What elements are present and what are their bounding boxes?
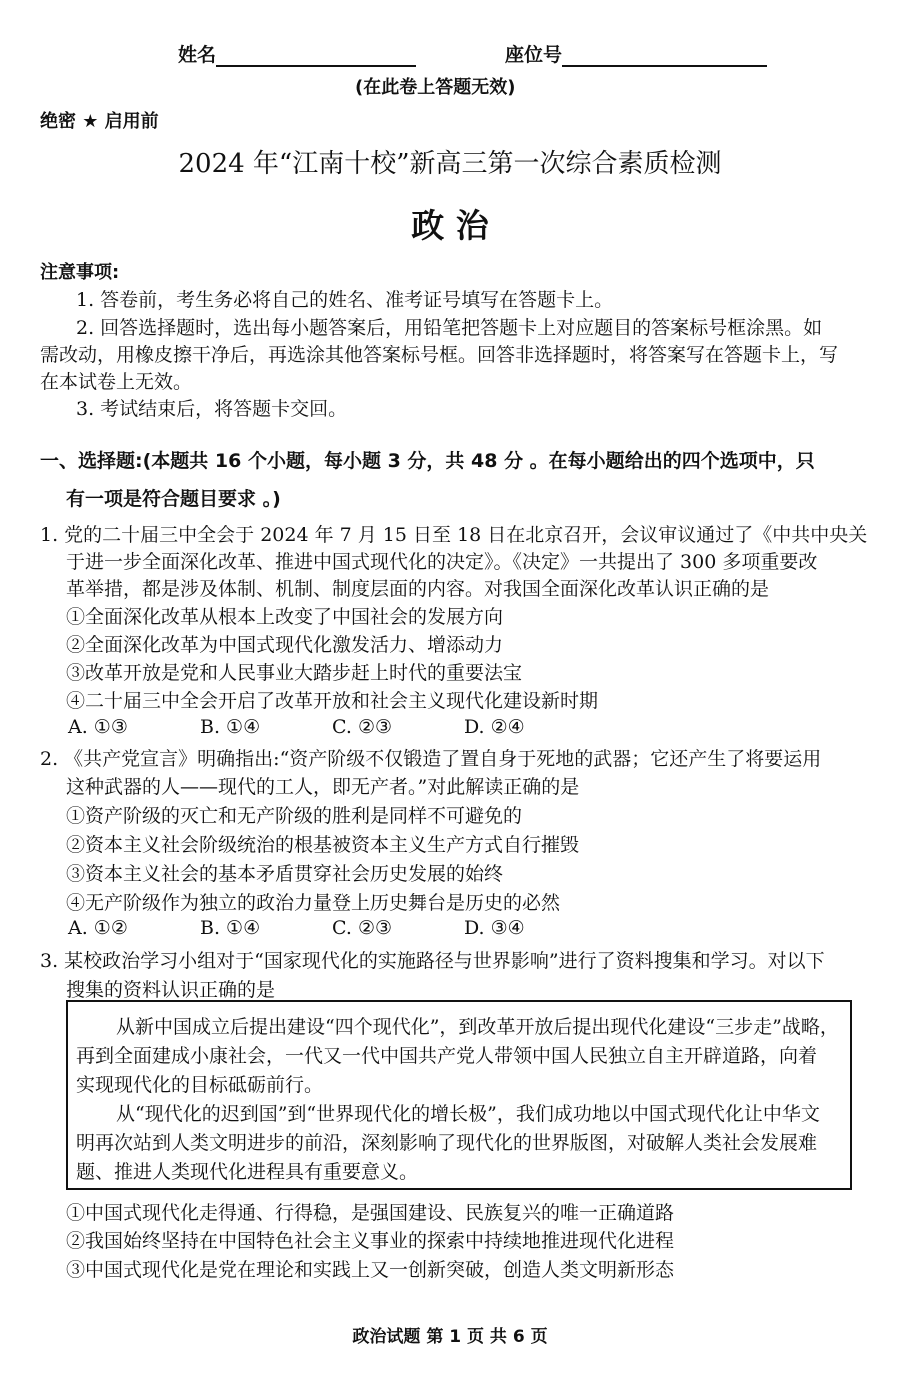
instructions-heading: 注意事项:: [40, 262, 120, 283]
question-text: 这种武器的人——现代的工人，即无产者。”对此解读正确的是: [66, 776, 580, 798]
subject-title: 政 治: [411, 206, 489, 245]
seat-blank[interactable]: [562, 47, 767, 67]
statement: ①中国式现代化走得通、行得稳，是强国建设、民族复兴的唯一正确道路: [66, 1202, 675, 1224]
instruction-line: 3. 考试结束后，将答题卡交回。: [76, 398, 348, 420]
options-row: [68, 716, 596, 738]
statement: ③中国式现代化是党在理论和实践上又一创新突破，创造人类文明新形态: [66, 1259, 675, 1281]
instruction-line: 在本试卷上无效。: [40, 371, 193, 393]
notice-text: (在此卷上答题无效): [355, 77, 516, 98]
option-d[interactable]: D. ③④: [464, 917, 525, 939]
option-c[interactable]: C. ②③: [332, 917, 393, 939]
statement: ②资本主义社会阶级统治的根基被资本主义生产方式自行摧毁: [66, 834, 580, 856]
option-a[interactable]: A. ①③: [68, 716, 128, 738]
question-text: 革举措，都是涉及体制、机制、制度层面的内容。对我国全面深化改革认识正确的是: [66, 578, 770, 600]
statement: ①资产阶级的灭亡和无产阶级的胜利是同样不可避免的: [66, 805, 523, 827]
options-row: [68, 917, 596, 939]
secret-label: 绝密 ★ 启用前: [40, 111, 159, 132]
section-heading-cont: 有一项是符合题目要求 。): [66, 488, 281, 510]
page-footer: 政治试题 第 1 页 共 6 页: [352, 1327, 548, 1347]
question-text: 3. 某校政治学习小组对于“国家现代化的实施路径与世界影响”进行了资料搜集和学习。对以下: [40, 950, 825, 972]
material-line: 明再次站到人类文明进步的前沿，深刻影响了现代化的世界版图，对破解人类社会发展难: [76, 1132, 818, 1154]
material-line: 从“现代化的迟到国”到“世界现代化的增长极”，我们成功地以中国式现代化让中华文: [116, 1103, 820, 1125]
statement: ③改革开放是党和人民事业大踏步赶上时代的重要法宝: [66, 662, 523, 684]
option-d[interactable]: D. ②④: [464, 716, 525, 738]
material-line: 题、推进人类现代化进程具有重要意义。: [76, 1161, 419, 1183]
statement: ①全面深化改革从根本上改变了中国社会的发展方向: [66, 606, 504, 628]
name-field: [178, 40, 416, 67]
option-c[interactable]: C. ②③: [332, 716, 393, 738]
option-b[interactable]: B. ①④: [200, 917, 261, 939]
question-text: 1. 党的二十届三中全会于 2024 年 7 月 15 日至 18 日在北京召开，会议审议通过了《中共中央关: [40, 524, 868, 546]
name-blank[interactable]: [216, 47, 416, 67]
instruction-line: 2. 回答选择题时，选出每小题答案后，用铅笔把答题卡上对应题目的答案标号框涂黑。如: [76, 317, 823, 339]
material-line: 再到全面建成小康社会，一代又一代中国共产党人带领中国人民独立自主开辟道路，向着: [76, 1045, 818, 1067]
statement: ②我国始终坚持在中国特色社会主义事业的探索中持续地推进现代化进程: [66, 1230, 675, 1252]
section-heading: 一、选择题:(本题共 16 个小题，每小题 3 分，共 48 分 。在每小题给出的四个选项中，只: [40, 450, 815, 472]
instruction-line: 1. 答卷前，考生务必将自己的姓名、准考证号填写在答题卡上。: [76, 289, 614, 311]
question-text: 2. 《共产党宣言》明确指出:“资产阶级不仅锻造了置自身于死地的武器；它还产生了将要运用: [40, 748, 822, 770]
material-line: 实现现代化的目标砥砺前行。: [76, 1074, 324, 1096]
statement: ④二十届三中全会开启了改革开放和社会主义现代化建设新时期: [66, 690, 599, 712]
question-text: 搜集的资料认识正确的是: [66, 979, 276, 1001]
instruction-line: 需改动，用橡皮擦干净后，再选涂其他答案标号框。回答非选择题时，将答案写在答题卡上，写: [40, 344, 839, 366]
seat-label: 座位号: [505, 44, 563, 66]
question-text: 于进一步全面深化改革、推进中国式现代化的决定》。《决定》一共提出了 300 多项重要改: [66, 551, 818, 573]
statement: ②全面深化改革为中国式现代化激发活力、增添动力: [66, 634, 504, 656]
statement: ④无产阶级作为独立的政治力量登上历史舞台是历史的必然: [66, 892, 561, 914]
seat-field: [505, 40, 767, 67]
name-label: 姓名: [178, 44, 217, 66]
material-line: 从新中国成立后提出建设“四个现代化”，到改革开放后提出现代化建设“三步走”战略，: [116, 1016, 839, 1038]
statement: ③资本主义社会的基本矛盾贯穿社会历史发展的始终: [66, 863, 504, 885]
exam-title: 2024 年“江南十校”新高三第一次综合素质检测: [178, 149, 722, 179]
option-a[interactable]: A. ①②: [68, 917, 128, 939]
option-b[interactable]: B. ①④: [200, 716, 261, 738]
